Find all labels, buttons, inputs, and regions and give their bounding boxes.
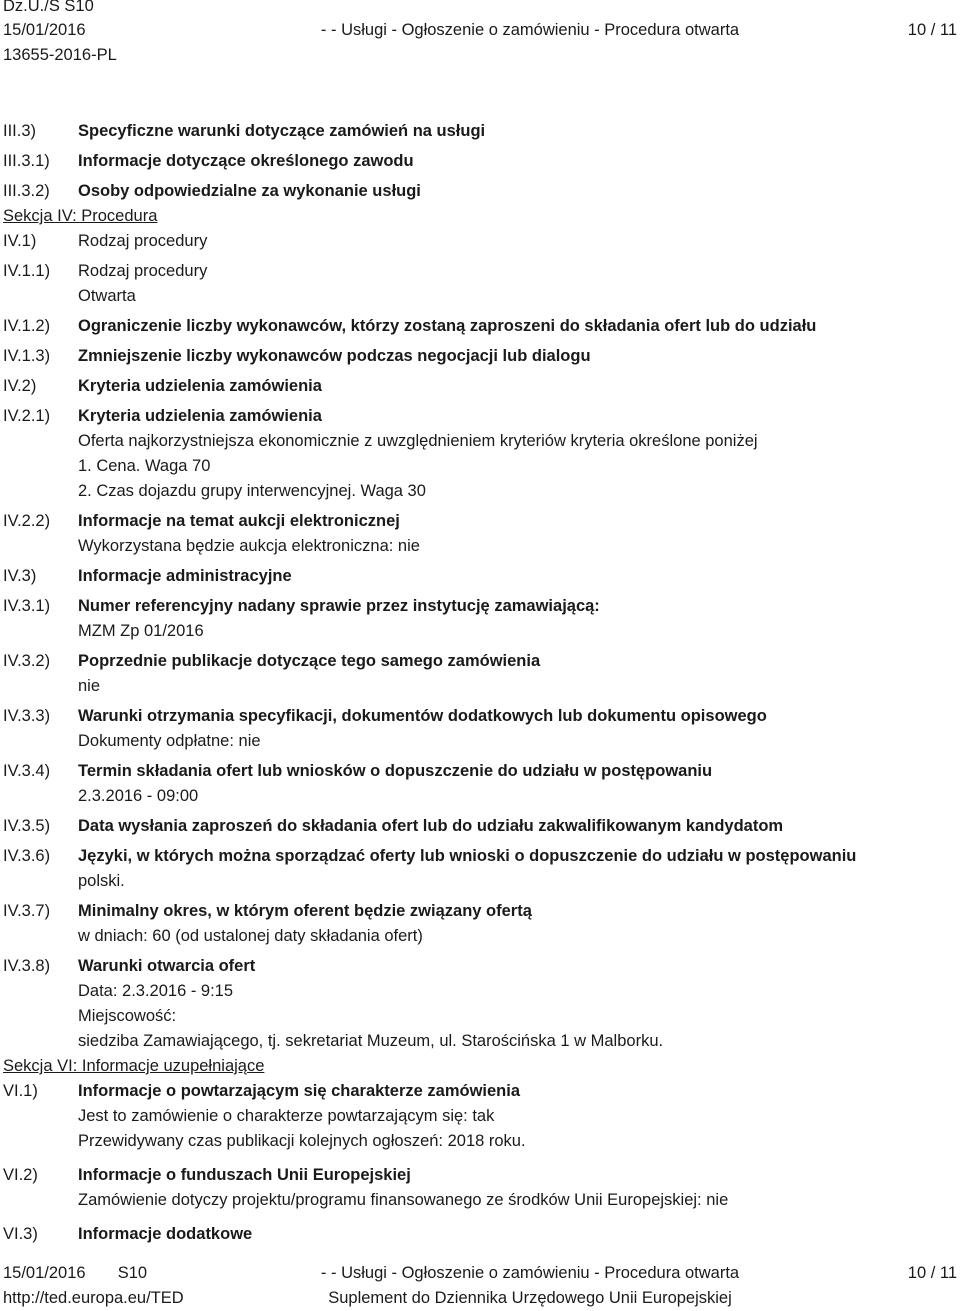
section-item	[3, 844, 953, 894]
item-number: IV.3.3)	[3, 707, 51, 725]
item-text: Oferta najkorzystniejsza ekonomicznie z uwzględnieniem kryteriów kryteria określone poniżej	[78, 432, 758, 450]
section-item	[3, 1222, 953, 1247]
item-number: IV.3.2)	[3, 652, 51, 670]
item-text: 1. Cena. Waga 70	[78, 457, 211, 475]
item-number: VI.3)	[3, 1225, 38, 1243]
item-number: VI.2)	[3, 1166, 38, 1184]
item-heading: Numer referencyjny nadany sprawie przez instytucję zamawiającą:	[78, 597, 600, 615]
section-heading-iv: Sekcja IV: Procedura	[3, 207, 158, 225]
item-number: VI.1)	[3, 1082, 38, 1100]
notice-reference: 13655-2016-PL	[3, 46, 117, 64]
item-text: Otwarta	[78, 287, 136, 305]
item-text: Wykorzystana będzie aukcja elektroniczna: nie	[78, 537, 420, 555]
item-heading: Osoby odpowiedzialne za wykonanie usługi	[78, 182, 421, 200]
item-number: III.3.1)	[3, 152, 50, 170]
item-number: IV.3.6)	[3, 847, 51, 865]
item-text: Jest to zamówienie o charakterze powtarzającym się: tak	[78, 1107, 495, 1125]
item-number: IV.3.8)	[3, 957, 51, 975]
section-item	[3, 1079, 953, 1154]
item-heading: Poprzednie publikacje dotyczące tego samego zamówienia	[78, 652, 541, 670]
item-heading: Informacje dotyczące określonego zawodu	[78, 152, 414, 170]
item-number: IV.3.5)	[3, 817, 51, 835]
item-text: 2. Czas dojazdu grupy interwencyjnej. Waga 30	[78, 482, 426, 500]
item-heading: Specyficzne warunki dotyczące zamówień na usługi	[78, 122, 486, 140]
header-date: 15/01/2016	[3, 21, 86, 39]
item-number: IV.3.4)	[3, 762, 51, 780]
item-text: polski.	[78, 872, 125, 890]
item-heading: Informacje o powtarzającym się charakterze zamówienia	[78, 1082, 521, 1100]
item-text: nie	[78, 677, 101, 695]
section-item	[3, 649, 953, 699]
item-number: IV.1.1)	[3, 262, 51, 280]
section-item	[3, 404, 953, 504]
section-item	[3, 704, 953, 754]
section-item	[3, 374, 953, 399]
footer-series: S10	[117, 1264, 148, 1282]
item-text: Zamówienie dotyczy projektu/programu finansowanego ze środków Unii Europejskiej: nie	[78, 1191, 729, 1209]
footer-supplement: Suplement do Dziennika Urzędowego Unii Europejskiej	[328, 1289, 732, 1307]
section-item	[3, 229, 953, 254]
item-heading: Informacje na temat aukcji elektronicznej	[78, 512, 400, 530]
item-heading: Termin składania ofert lub wniosków o dopuszczenie do udziału w postępowaniu	[78, 762, 713, 780]
item-heading: Rodzaj procedury	[78, 262, 208, 280]
journal-id: Dz.U./S S10	[3, 0, 94, 15]
section-item	[3, 759, 953, 809]
section-item	[3, 344, 953, 369]
item-heading: Języki, w których można sporządzać oferty lub wnioski o dopuszczenie do udziału w postępowaniu	[78, 847, 857, 865]
section-item	[3, 509, 953, 559]
item-heading: Warunki otrzymania specyfikacji, dokumentów dodatkowych lub dokumentu opisowego	[78, 707, 767, 725]
item-number: III.3)	[3, 122, 37, 140]
item-number: IV.1.2)	[3, 317, 51, 335]
section-item	[3, 179, 953, 204]
item-number: IV.3.7)	[3, 902, 51, 920]
footer-page-number: 10 / 11	[907, 1264, 957, 1282]
item-heading: Kryteria udzielenia zamówienia	[78, 377, 322, 395]
item-number: IV.2)	[3, 377, 37, 395]
item-heading: Informacje o funduszach Unii Europejskiej	[78, 1166, 411, 1184]
item-number: III.3.2)	[3, 182, 50, 200]
item-heading: Data wysłania zaproszeń do składania ofert lub do udziału zakwalifikowanym kandydatom	[78, 817, 784, 835]
document-body	[3, 119, 953, 1247]
section-item	[3, 564, 953, 589]
section-item	[3, 954, 953, 1054]
item-text: siedziba Zamawiającego, tj. sekretariat Muzeum, ul. Starościńska 1 w Malborku.	[78, 1032, 664, 1050]
section-item	[3, 259, 953, 309]
section-item	[3, 594, 953, 644]
item-heading: Minimalny okres, w którym oferent będzie związany ofertą	[78, 902, 532, 920]
item-text: Przewidywany czas publikacji kolejnych ogłoszeń: 2018 roku.	[78, 1132, 526, 1150]
item-number: IV.1)	[3, 232, 37, 250]
item-text: Data: 2.3.2016 - 9:15	[78, 982, 234, 1000]
footer-title: - - Usługi - Ogłoszenie o zamówieniu - Procedura otwarta	[320, 1264, 740, 1282]
item-text: MZM Zp 01/2016	[78, 622, 204, 640]
item-text: Miejscowość:	[78, 1007, 177, 1025]
section-item	[3, 1163, 953, 1213]
ted-link[interactable]: http://ted.europa.eu/TED	[3, 1289, 184, 1307]
item-number: IV.2.2)	[3, 512, 51, 530]
section-heading-vi: Sekcja VI: Informacje uzupełniające	[3, 1057, 265, 1075]
item-text: 2.3.2016 - 09:00	[78, 787, 199, 805]
item-number: IV.3)	[3, 567, 37, 585]
section-item	[3, 119, 953, 144]
item-number: IV.3.1)	[3, 597, 51, 615]
item-heading: Rodzaj procedury	[78, 232, 208, 250]
section-item	[3, 149, 953, 174]
item-heading: Informacje administracyjne	[78, 567, 292, 585]
item-number: IV.1.3)	[3, 347, 51, 365]
item-heading: Warunki otwarcia ofert	[78, 957, 256, 975]
item-heading: Ograniczenie liczby wykonawców, którzy zostaną zaproszeni do składania ofert lub do udziału	[78, 317, 817, 335]
item-heading: Zmniejszenie liczby wykonawców podczas negocjacji lub dialogu	[78, 347, 591, 365]
item-text: w dniach: 60 (od ustalonej daty składania ofert)	[78, 927, 423, 945]
item-text: Dokumenty odpłatne: nie	[78, 732, 261, 750]
section-item	[3, 814, 953, 839]
section-item	[3, 314, 953, 339]
header-page-number: 10 / 11	[907, 21, 957, 39]
item-heading: Informacje dodatkowe	[78, 1225, 253, 1243]
section-item	[3, 899, 953, 949]
item-heading: Kryteria udzielenia zamówienia	[78, 407, 322, 425]
item-number: IV.2.1)	[3, 407, 51, 425]
header-title: - - Usługi - Ogłoszenie o zamówieniu - Procedura otwarta	[320, 21, 740, 39]
footer-date: 15/01/2016	[3, 1264, 86, 1282]
